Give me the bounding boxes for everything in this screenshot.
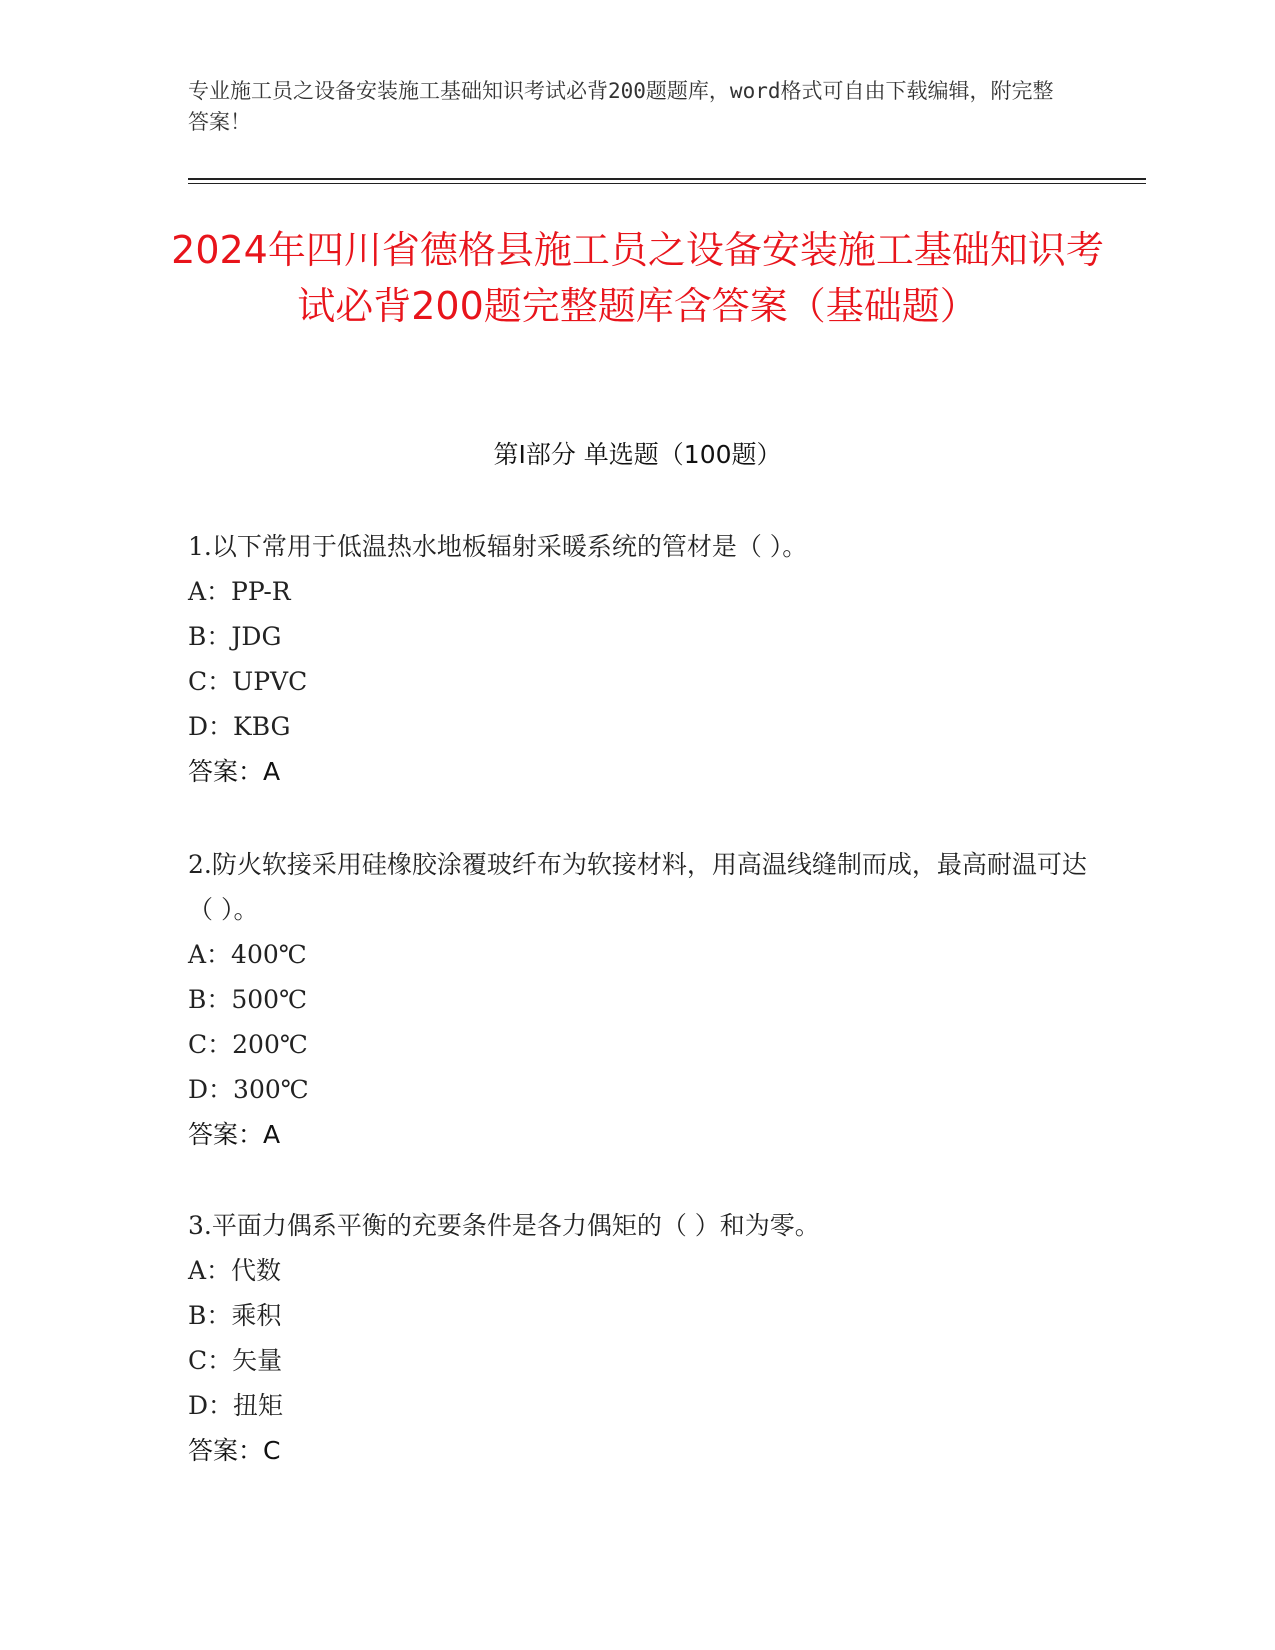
section-heading: 第Ⅰ部分 单选题（100题） — [493, 440, 782, 469]
option-a: A：PP-R — [188, 577, 291, 606]
option-a: A：代数 — [188, 1256, 282, 1285]
question-stem: 2.防火软接采用硅橡胶涂覆玻纤布为软接材料，用高温线缝制而成，最高耐温可达（ ）。 — [188, 850, 1087, 924]
option-a: A：400℃ — [188, 940, 307, 969]
question-stem: 3.平面力偶系平衡的充要条件是各力偶矩的（ ）和为零。 — [188, 1211, 820, 1240]
question-1 — [188, 524, 1088, 794]
option-b: B：JDG — [188, 622, 282, 651]
answer: 答案：A — [188, 1120, 281, 1149]
option-c: C：UPVC — [188, 667, 308, 696]
header-note: 专业施工员之设备安装施工基础知识考试必背200题题库，word格式可自由下载编辑，附完整答案！ — [188, 79, 1054, 134]
option-b: B：500℃ — [188, 985, 308, 1014]
question-stem: 1.以下常用于低温热水地板辐射采暖系统的管材是（ ）。 — [188, 532, 808, 561]
document-title: 2024年四川省德格县施工员之设备安装施工基础知识考试必背200题完整题库含答案（基础题） — [171, 228, 1104, 328]
option-d: D：300℃ — [188, 1075, 309, 1104]
option-d: D：扭矩 — [188, 1391, 284, 1420]
option-c: C：200℃ — [188, 1030, 308, 1059]
header-divider-thick — [188, 178, 1146, 180]
answer: 答案：A — [188, 757, 281, 786]
answer: 答案：C — [188, 1436, 281, 1465]
question-3 — [188, 1203, 1088, 1473]
option-b: B：乘积 — [188, 1301, 282, 1330]
question-2 — [188, 842, 1088, 1157]
option-d: D：KBG — [188, 712, 291, 741]
header-divider-thin — [188, 183, 1146, 184]
option-c: C：矢量 — [188, 1346, 283, 1375]
